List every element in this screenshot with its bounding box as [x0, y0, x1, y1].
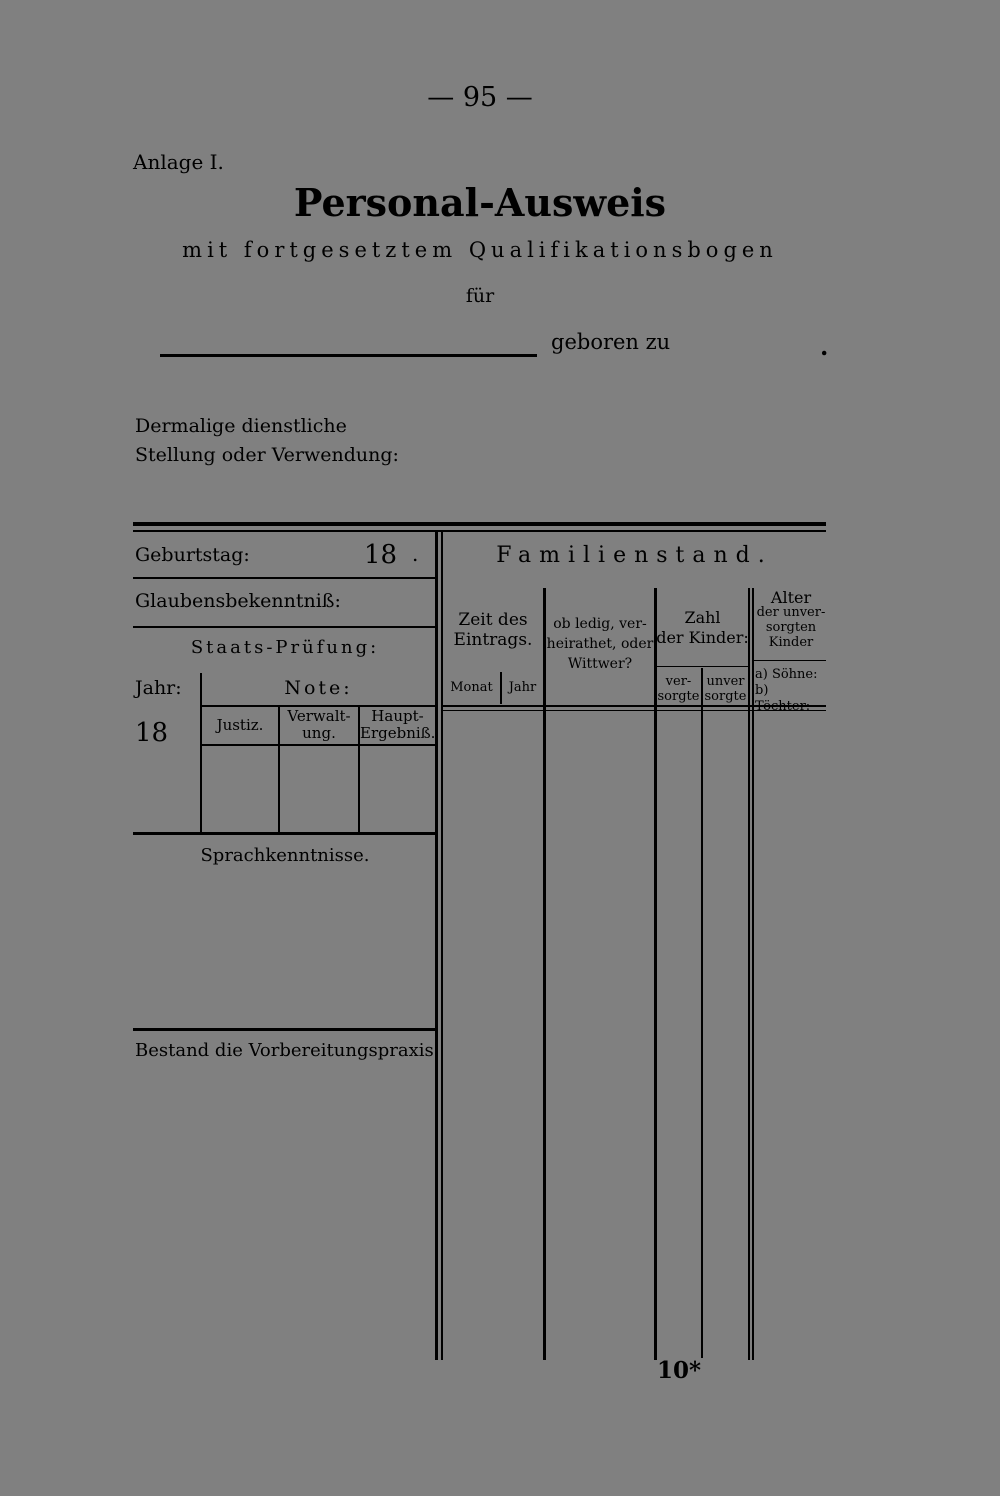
right-header-rule-2 — [443, 710, 826, 711]
age-sons-daughters — [755, 667, 827, 715]
born-at-label: geboren zu — [551, 330, 671, 354]
provided-children — [656, 674, 701, 704]
preparation-label: Bestand die Vorbereitungspraxis: — [135, 1040, 440, 1061]
age-rule — [754, 660, 826, 661]
page-title: Personal-Ausweis — [293, 180, 667, 225]
position-label-line2: Stellung oder Verwendung: — [135, 444, 399, 466]
religion-label: Glaubensbekenntniß: — [135, 590, 341, 612]
age-line2: der unver- — [756, 605, 826, 620]
age-line1: Alter — [770, 588, 812, 607]
col-haupt — [360, 708, 435, 742]
age-line4: Kinder — [768, 635, 814, 650]
signature-mark: 10* — [657, 1357, 702, 1384]
birthday-dot: . — [412, 542, 419, 566]
sons-label: a) Söhne: — [755, 667, 818, 682]
main-divider-inner — [441, 532, 443, 1360]
top-rule — [133, 522, 826, 526]
for-label: für — [465, 285, 495, 307]
age-line3: sorgten — [765, 620, 817, 635]
year-col-label: Jahr — [508, 680, 537, 695]
daughters-label: b) — [755, 683, 769, 698]
right-col-divider-4 — [748, 588, 750, 1360]
year-value: 18 — [135, 718, 169, 748]
birthday-value: 18 — [364, 540, 398, 570]
col-justiz: Justiz. — [216, 716, 264, 734]
exam-bottom-rule — [133, 832, 435, 835]
unprovided-line1: unver — [706, 674, 745, 689]
col-haupt-line1: Haupt- — [371, 707, 424, 725]
marital-status-line2: heirathet, oder — [546, 636, 654, 652]
page-subtitle: mit fortgesetztem Qualifikationsbogen — [182, 238, 778, 262]
exam-label: Staats-Prüfung: — [190, 637, 380, 658]
entry-time-line1: Zeit des — [458, 610, 528, 630]
family-label: Familienstand. — [496, 543, 773, 568]
children-count — [656, 608, 749, 648]
marital-status-line3: Wittwer? — [567, 656, 633, 672]
provided-line1: ver- — [665, 674, 692, 689]
languages-bottom-rule — [133, 1028, 435, 1031]
col-haupt-line2: Ergebniß. — [360, 724, 436, 742]
age-unprovided — [755, 590, 827, 650]
name-line — [160, 354, 537, 357]
marital-status — [546, 614, 654, 674]
children-count-line1: Zahl — [684, 608, 721, 627]
col-verwaltung — [280, 708, 358, 742]
entry-time — [443, 610, 543, 650]
position-label — [135, 412, 399, 470]
birthday-label: Geburtstag: — [135, 544, 250, 566]
right-col-divider-1 — [543, 588, 546, 1360]
marital-status-line1: ob ledig, ver- — [553, 616, 647, 632]
year-label: Jahr: — [135, 677, 182, 699]
right-header-rule — [443, 705, 826, 707]
languages-label: Sprachkenntnisse. — [200, 845, 370, 866]
right-col-divider-3 — [701, 668, 703, 1358]
month-label: Monat — [450, 680, 493, 695]
top-rule-inner — [133, 530, 826, 532]
provided-line2: sorgte — [657, 689, 700, 704]
children-header-rule — [656, 666, 748, 667]
position-label-line1: Dermalige dienstliche — [135, 415, 347, 437]
col-verwaltung-line1: Verwalt- — [287, 707, 351, 725]
unprovided-line2: sorgte — [704, 689, 747, 704]
religion-rule — [133, 626, 435, 628]
annex-label: Anlage I. — [133, 150, 224, 174]
grade-header-rule — [200, 744, 435, 746]
right-col-divider-4b — [752, 588, 754, 1360]
birthday-rule — [133, 577, 435, 579]
col-verwaltung-line2: ung. — [302, 724, 336, 742]
entry-time-line2: Eintrags. — [453, 630, 533, 650]
children-count-line2: der Kinder: — [656, 628, 749, 647]
born-at-period: . — [820, 332, 829, 361]
unprovided-children — [703, 674, 748, 704]
grade-label: Note: — [284, 677, 353, 699]
page-number: — 95 — — [427, 82, 533, 113]
main-divider — [435, 532, 438, 1360]
